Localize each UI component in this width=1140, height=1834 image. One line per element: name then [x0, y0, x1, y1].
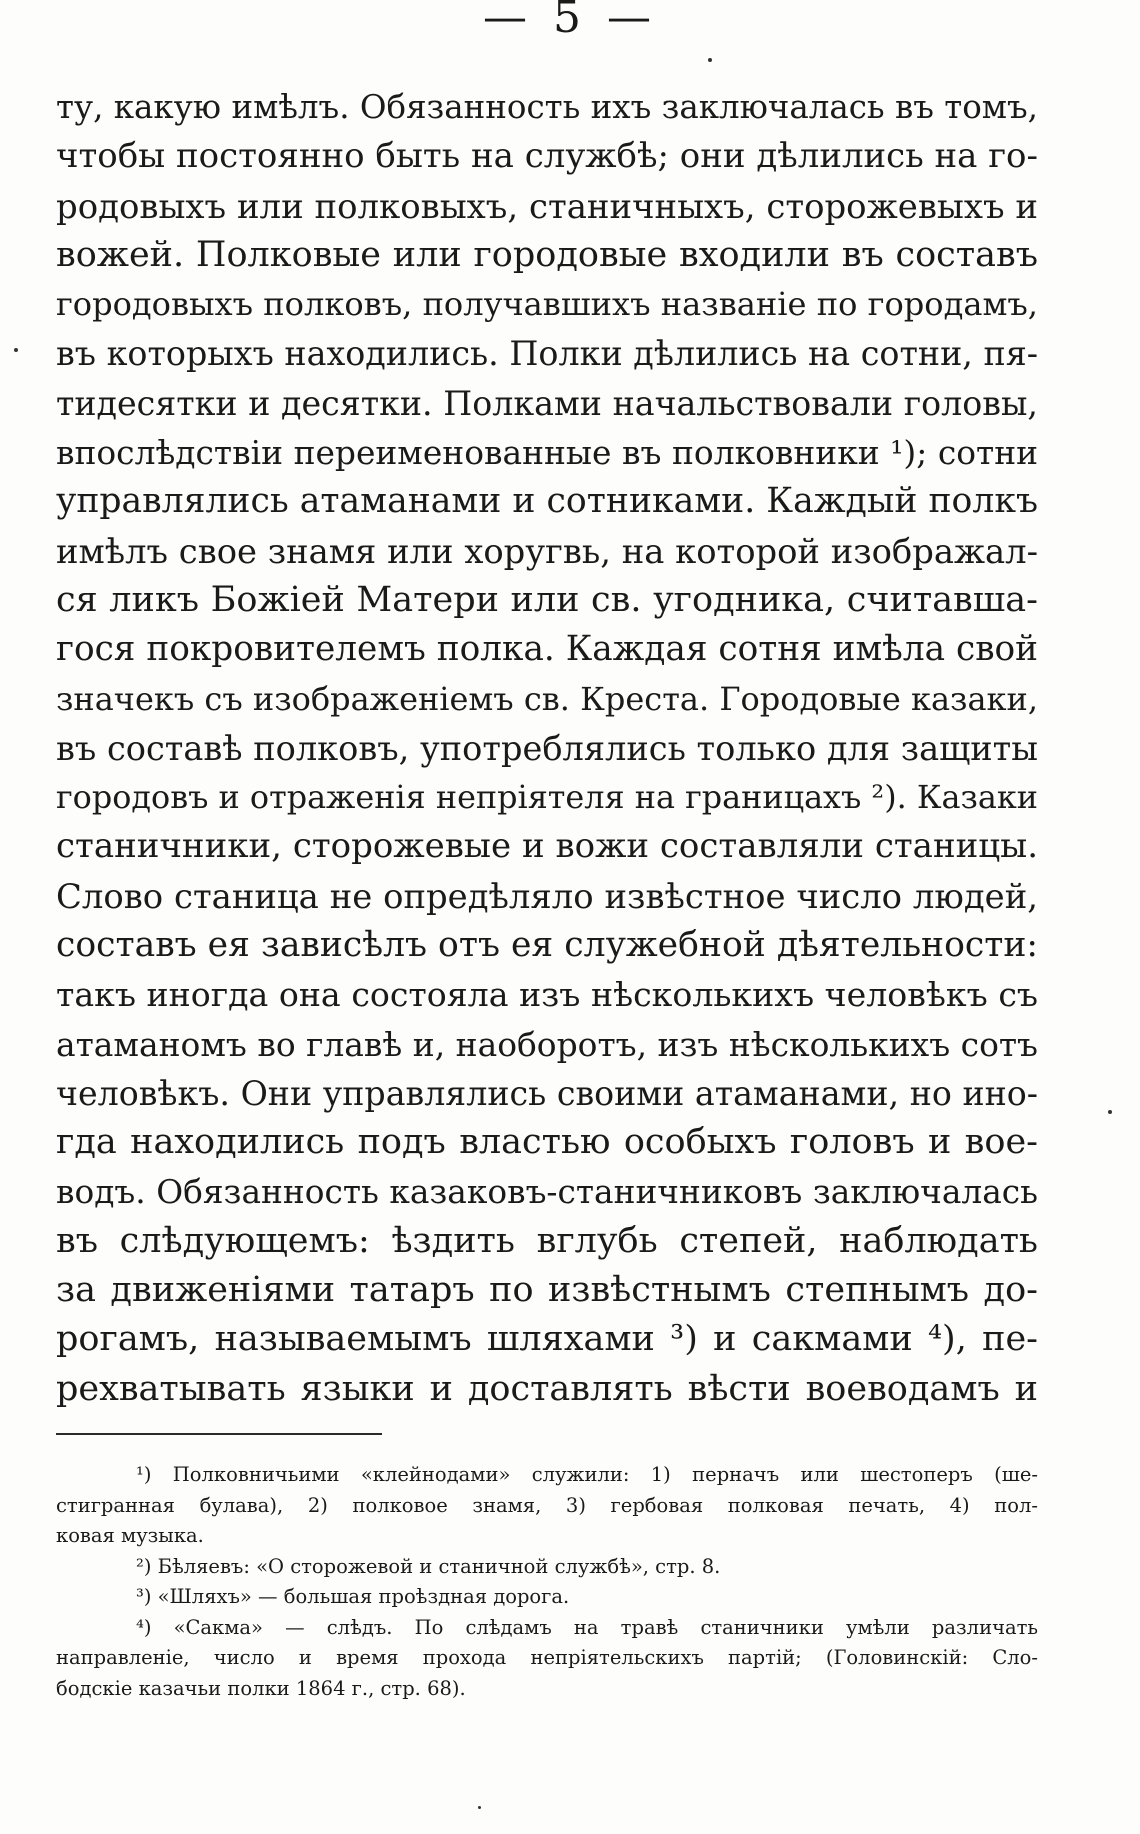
footnote-line: ковая музыка. [56, 1524, 204, 1547]
footnote-line: стигранная булава), 2) полковое знамя, 3) гербовая полковая печать, 4) пол- [56, 1493, 1038, 1517]
text-line: рогамъ, называемымъ шляхами ³) и сакмами ⁴), пе- [56, 1319, 1038, 1360]
text-line: ту, какую имѣлъ. Обязанность ихъ заключалась въ томъ, [56, 88, 1038, 126]
text-line: ся ликъ Божіей Матери или св. угодника, считавша- [56, 579, 1038, 620]
text-line: гося покровителемъ полка. Каждая сотня имѣла свой [56, 629, 1038, 670]
text-line: составъ ея зависѣлъ отъ ея служебной дѣятельности: [56, 925, 1038, 966]
text-line: городовыхъ полковъ, получавшихъ названіе по городамъ, [56, 285, 1038, 324]
footnote-line: ¹) Полковничьими «клейнодами» служили: 1) перначъ или шестоперъ (ше- [136, 1463, 1038, 1486]
footnote-line: бодскіе казачьи полки 1864 г., стр. 68). [56, 1676, 466, 1700]
text-line: атаманомъ во главѣ и, наоборотъ, изъ нѣсколькихъ сотъ [56, 1024, 1038, 1064]
text-line: рехватывать языки и доставлять вѣсти воеводамъ и [56, 1368, 1038, 1409]
page-number: — 5 — [483, 0, 657, 43]
text-line: за движеніями татаръ по извѣстнымъ степнымъ до- [56, 1270, 1038, 1311]
text-line: гда находились подъ властью особыхъ головъ и вое- [56, 1122, 1038, 1163]
text-line: тидесятки и десятки. Полками начальствовали головы, [56, 383, 1038, 423]
scan-speck [1108, 1110, 1112, 1114]
text-line: такъ иногда она состояла изъ нѣсколькихъ человѣкъ съ [56, 975, 1038, 1015]
text-line: родовыхъ или полковыхъ, станичныхъ, сторожевыхъ и [56, 186, 1038, 226]
footnote-line: ²) Бѣляевъ: «О сторожевой и станичной службѣ», стр. 8. [136, 1554, 721, 1578]
text-line: въ которыхъ находились. Полки дѣлились на сотни, пя- [56, 334, 1038, 374]
footnote-line: ⁴) «Сакма» — слѣдъ. По слѣдамъ на травѣ станичники умѣли различать [136, 1615, 1038, 1639]
footnote-separator [56, 1433, 382, 1435]
main-text-block [56, 83, 1038, 1414]
text-line: водъ. Обязанность казаковъ-станичниковъ заключалась [56, 1172, 1038, 1211]
text-line: въ слѣдующемъ: ѣздить вглубь степей, наблюдать [56, 1220, 1038, 1261]
footnote-line: ³) «Шляхъ» — большая проѣздная дорога. [136, 1585, 570, 1608]
scan-speck [708, 58, 712, 62]
text-line: вожей. Полковые или городовые входили въ составъ [56, 234, 1038, 275]
text-line: станичники, сторожевые и вожи составляли станицы. [56, 826, 1038, 867]
footnotes-block [56, 1460, 1038, 1704]
text-line: городовъ и отраженія непріятеля на границахъ ²). Казаки [56, 778, 1038, 817]
text-line: Слово станица не опредѣляло извѣстное число людей, [56, 876, 1038, 916]
scan-speck [478, 1806, 481, 1809]
footnote-line: направленіе, число и время прохода непріятельскихъ партій; (Головинскій: Сло- [56, 1646, 1038, 1669]
text-line: чтобы постоянно быть на службѣ; они дѣлились на го- [56, 136, 1038, 177]
text-line: управлялись атаманами и сотниками. Каждый полкъ [56, 481, 1038, 522]
text-line: впослѣдствіи переименованные въ полковники ¹); сотни [56, 433, 1038, 473]
scan-speck [14, 348, 18, 352]
text-line: человѣкъ. Они управлялись своими атаманами, но ино- [56, 1073, 1038, 1113]
text-line: въ составѣ полковъ, употреблялись только для защиты [56, 728, 1038, 768]
text-line: имѣлъ свое знамя или хоругвь, на которой изображал- [56, 531, 1038, 571]
text-line: значекъ съ изображеніемъ св. Креста. Городовые казаки, [56, 679, 1038, 718]
